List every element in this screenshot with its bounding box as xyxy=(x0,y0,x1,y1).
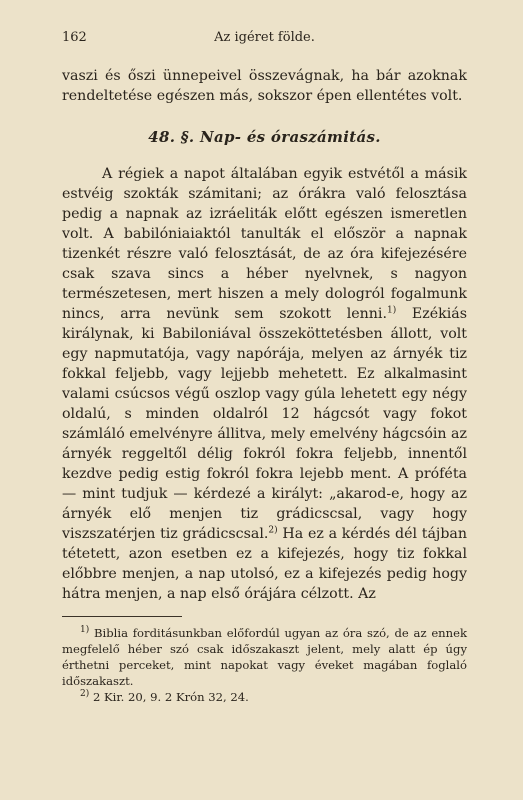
footnote-1 xyxy=(62,625,467,689)
paragraph-text-2: Ezékiás királynak, ki Babiloniával összeköttetésben állott, volt egy napmutatója, vagy napórája, melyen az árnyék tiz fokkal feljebb, vagy lejjebb mehetett. Ez alkalmasint valami csúcsos végű oszlop vagy gúla lehetett egy négy oldalú, s minden oldalról 12 hágcsót vagy fokot számláló emelvényre állitva, mely emelvény hágcsóin az árnyék reggeltől délig fokról fokra feljebb, innentől kezdve pedig estig fokról fokra lejebb ment. A próféta — mint tudjuk — kérdezé a királyt: „akarod-e, hogy az árnyék elő menjen tiz grádicscsal, vagy hogy viszszatérjen tiz grádicscsal. xyxy=(62,306,467,542)
footnote-divider xyxy=(62,616,182,617)
section-heading: 48. §. Nap- és óraszámitás. xyxy=(148,128,381,146)
footnote-ref-1: 1) xyxy=(386,305,397,316)
body-paragraph xyxy=(62,164,467,604)
paragraph-text-1: A régiek a napot általában egyik estvétől a másik estvéig szokták számitani; az órákra való felosztása pedig a napnak az izráeliták előtt egészen ismeretlen volt. A babilóniaiaktól tanulták el először a napnak tizenkét részre való felosztását, de az óra kifejezésére csak szava sincs a héber nyelvnek, s nagyon természetesen, mert hiszen a mely dologról fogalmunk nincs, arra nevünk sem szokott lenni. xyxy=(62,166,467,322)
running-title: Az igéret földe. xyxy=(214,30,315,45)
footnotes xyxy=(62,625,467,705)
footnote-ref-2: 2) xyxy=(268,525,278,536)
footnote-2 xyxy=(62,689,467,705)
paragraph-text-3: Ha ez a kérdés dél tájban tétetett, azon esetben ez a kifejezés, hogy tiz fokkal előbbre menjen, a nap utolsó, ez a kifejezés pedig hogy hátra menjen, a nap első órájára célzott. Az xyxy=(62,526,468,602)
footnote-marker-2: 2) xyxy=(80,689,90,700)
page-number: 162 xyxy=(62,30,87,45)
footnote-text-1: Biblia forditásunkban előfordúl ugyan az óra szó, de az ennek megfelelő héber szó csak időszakaszt jelent, mely alatt ép úgy érthetni perceket, mint napokat vagy éveket magában foglaló időszakaszt. xyxy=(62,626,467,688)
footnote-text-2: 2 Kir. 20, 9. 2 Krón 32, 24. xyxy=(92,690,249,704)
continuation-paragraph: vaszi és őszi ünnepeivel összevágnak, ha bár azoknak rendeltetése egészen más, sokszor épen ellentétes volt. xyxy=(62,68,467,104)
footnote-marker-1: 1) xyxy=(80,625,90,636)
running-head xyxy=(62,30,467,52)
